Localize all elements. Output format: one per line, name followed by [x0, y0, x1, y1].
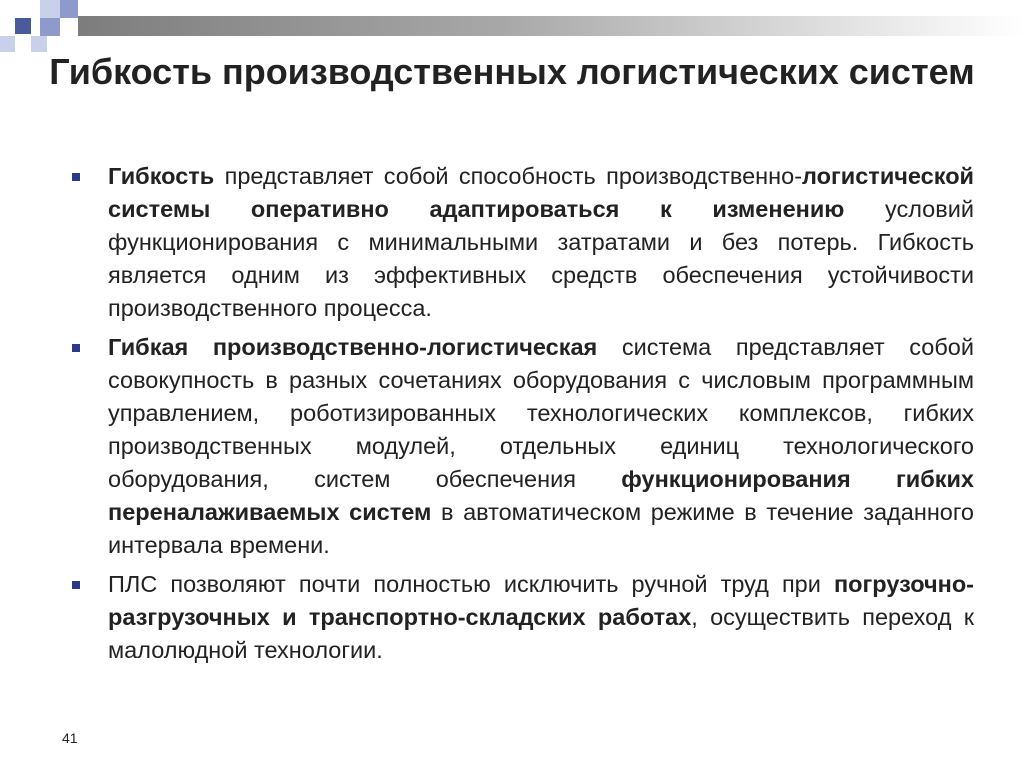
bullet-item — [72, 568, 974, 667]
header-gradient-bar — [78, 16, 1024, 36]
bold-term: Гибкость — [108, 163, 215, 189]
bullet-item — [72, 331, 974, 562]
bullet-text — [108, 160, 974, 325]
square-bullet-icon — [72, 344, 80, 352]
bullet-text — [108, 568, 974, 667]
text-run: представляет собой способность производственно- — [214, 163, 803, 189]
text-run: , осуществить переход к малолюдной технологии. — [108, 604, 974, 663]
text-run: система представляет собой совокупность в разных сочетаниях оборудования с числовым программным управлением, роботизированных технологических комплексов, гибких производственных модулей, отдельных единиц технологического оборудования, систем обеспечения — [108, 334, 974, 492]
corner-square — [40, 18, 60, 36]
text-run: в автоматическом режиме в течение заданного интервала времени. — [108, 499, 974, 558]
bullet-list — [72, 160, 974, 673]
bold-phrase: функционирования гибких переналаживаемых систем — [108, 466, 974, 525]
corner-square — [0, 36, 15, 52]
bullet-text — [108, 331, 974, 562]
square-bullet-icon — [72, 581, 80, 589]
corner-square — [15, 18, 31, 34]
corner-square — [60, 0, 78, 18]
bullet-item — [72, 160, 974, 325]
text-run: условий функционирования с минимальными затратами и без потерь. Гибкость является одним из эффективных средств обеспечения устойчивости производственного процесса. — [108, 196, 974, 321]
text-run: ПЛС позволяют почти полностью исключить ручной труд при — [108, 571, 834, 597]
bold-phrase: погрузочно-разгрузочных и транспортно-складских работах — [108, 571, 974, 630]
page-number: 41 — [62, 730, 78, 746]
square-bullet-icon — [72, 173, 80, 181]
bold-phrase: логистической системы оперативно адаптироваться к изменению — [108, 163, 974, 222]
bold-term: Гибкая производственно-логистическая — [108, 334, 598, 360]
slide-title: Гибкость производственных логистических систем — [49, 51, 975, 92]
corner-square — [40, 0, 60, 18]
